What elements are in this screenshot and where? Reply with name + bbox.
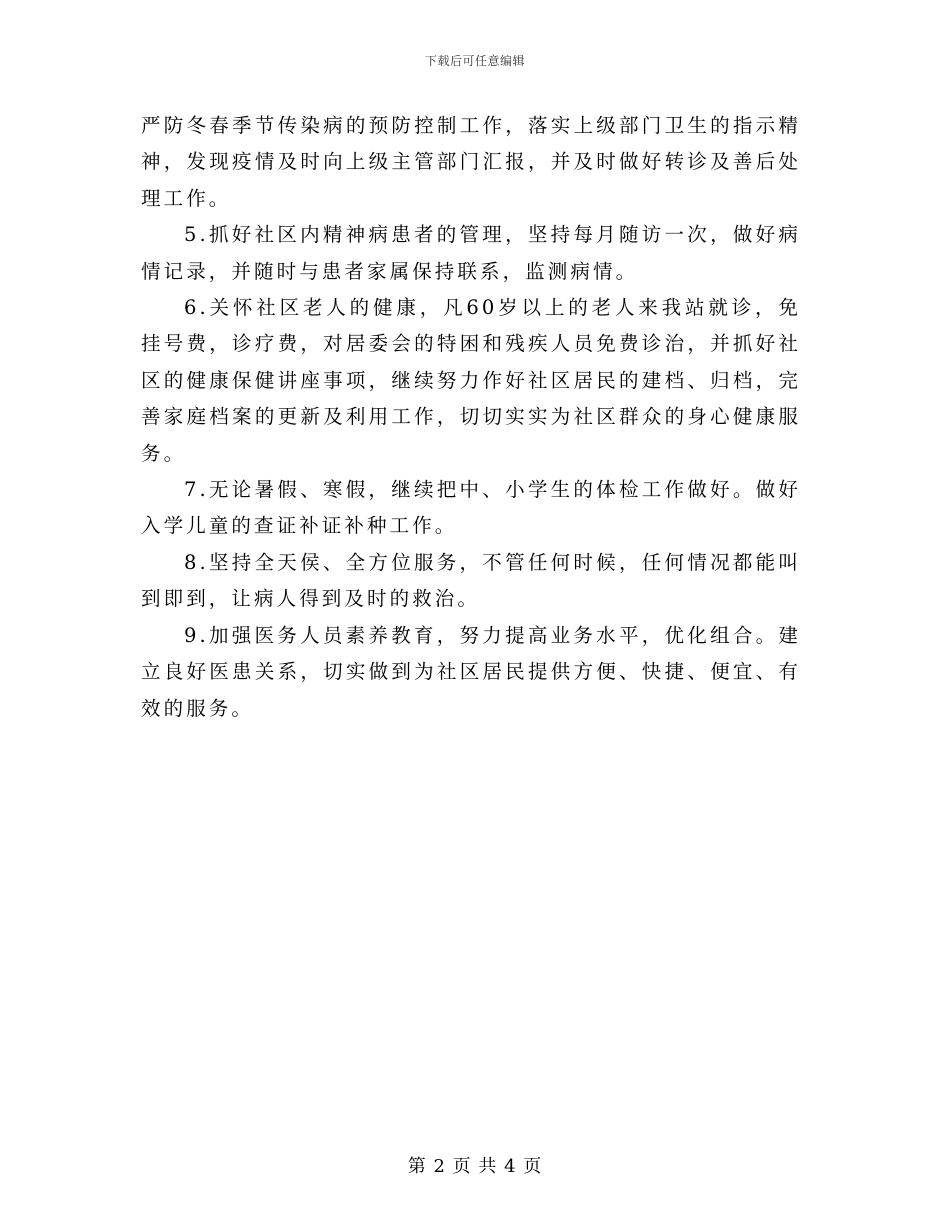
page-header: 下载后可任意编辑 [424,54,525,68]
paragraph-item-5: 5.抓好社区内精神病患者的管理，坚持每月随访一次，做好病情记录，并随时与患者家属保持联系，监测病情。 [141,223,801,283]
paragraph-continued: 严防冬春季节传染病的预防控制工作，落实上级部门卫生的指示精神，发现疫情及时向上级主管部门汇报，并及时做好转诊及善后处理工作。 [141,114,801,210]
page-number: 第 2 页 共 4 页 [407,1156,543,1177]
paragraph-item-7: 7.无论暑假、寒假，继续把中、小学生的体检工作做好。做好入学儿童的查证补证补种工作。 [141,478,801,538]
paragraph-item-6: 6.关怀社区老人的健康，凡60岁以上的老人来我站就诊，免挂号费，诊疗费，对居委会的特困和残疾人员免费诊治，并抓好社区的健康保健讲座事项，继续努力作好社区居民的建档、归档，完善家庭档案的更新及利用工作，切切实实为社区群众的身心健康服务。 [141,296,801,465]
paragraph-item-8: 8.坚持全天侯、全方位服务，不管任何时候，任何情况都能叫到即到，让病人得到及时的救治。 [141,550,801,611]
paragraph-item-9: 9.加强医务人员素养教育，努力提高业务水平，优化组合。建立良好医患关系，切实做到为社区居民提供方便、快捷、便宜、有效的服务。 [141,623,801,720]
document-body [141,108,801,727]
page-footer [0,1152,950,1178]
